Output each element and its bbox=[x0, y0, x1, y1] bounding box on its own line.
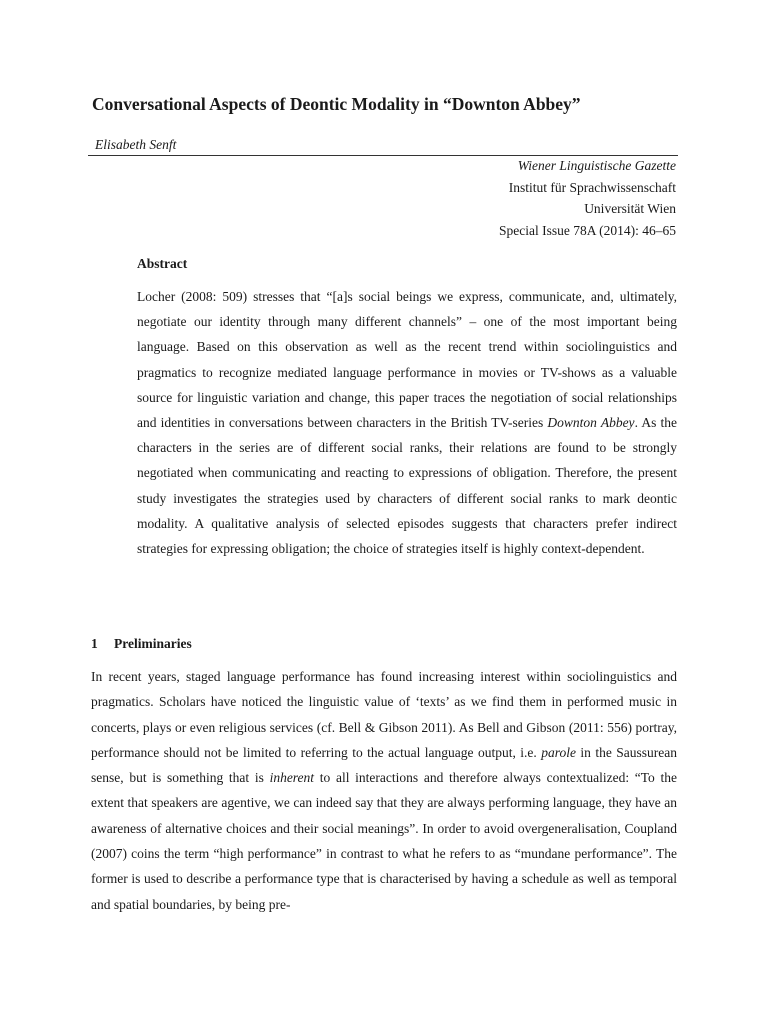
italic-term-parole: parole bbox=[541, 744, 576, 760]
publication-info bbox=[499, 155, 676, 242]
paper-title: Conversational Aspects of Deontic Modality in “Downton Abbey” bbox=[92, 94, 581, 114]
journal-name: Wiener Linguistische Gazette bbox=[517, 158, 676, 173]
section-heading bbox=[91, 636, 192, 652]
issue-info: Special Issue 78A (2014): 46–65 bbox=[499, 223, 676, 239]
section-number: 1 bbox=[91, 636, 98, 651]
university-name: Universität Wien bbox=[584, 201, 676, 217]
italic-term-inherent: inherent bbox=[269, 770, 315, 786]
body-paragraph: In recent years, staged language performance has found increasing interest within sociolinguistics and pragmatics. Scholars have noticed the linguistic value of ‘texts’ as we find them in performed music in concerts, plays or even religious services (cf. Bell & Gibson 2011). As Bell and Gibson (2011: 556) portray, performance should not be limited to referring to the actual language output, i.e. parole in the Saussurean sense, but is something that is inherent to all interactions and therefore always contextualized: “To the extent that speakers are agentive, we can indeed say that they are always performing language, they have an awareness of alternative choices and their social meanings”. In order to avoid overgeneralisation, Coupland (2007) coins the term “high performance” in contrast to what he refers to as “mundane performance”. The former is used to describe a performance type that is characterised by having a schedule as well as temporal and spatial boundaries, by being pre- bbox=[91, 669, 678, 912]
author-name: Elisabeth Senft bbox=[95, 137, 177, 152]
section-title: Preliminaries bbox=[114, 636, 192, 651]
series-title-italic: Downton Abbey bbox=[547, 415, 635, 431]
abstract-text: Locher (2008: 509) stresses that “[a]s social beings we express, communicate, and, ultimately, negotiate our identity through many different channels” – one of the most important being language. Based on this observation as well as the recent trend within sociolinguistics and pragmatics to recognize mediated language performance in movies or TV-shows as a valuable source for linguistic variation and change, this paper traces the negotiation of social relationships and identities in conversations between characters in the British TV-series Downton Abbey. As the characters in the series are of different social ranks, their relations are found to be strongly negotiated when communicating and reacting to expressions of obligation. Therefore, the present study investigates the strategies used by characters of different social ranks to mark deontic modality. A qualitative analysis of selected episodes suggests that characters prefer indirect strategies for expressing obligation; the choice of strategies itself is highly context-dependent. bbox=[137, 289, 677, 557]
abstract-heading: Abstract bbox=[137, 256, 188, 271]
institute-name: Institut für Sprachwissenschaft bbox=[508, 179, 676, 195]
